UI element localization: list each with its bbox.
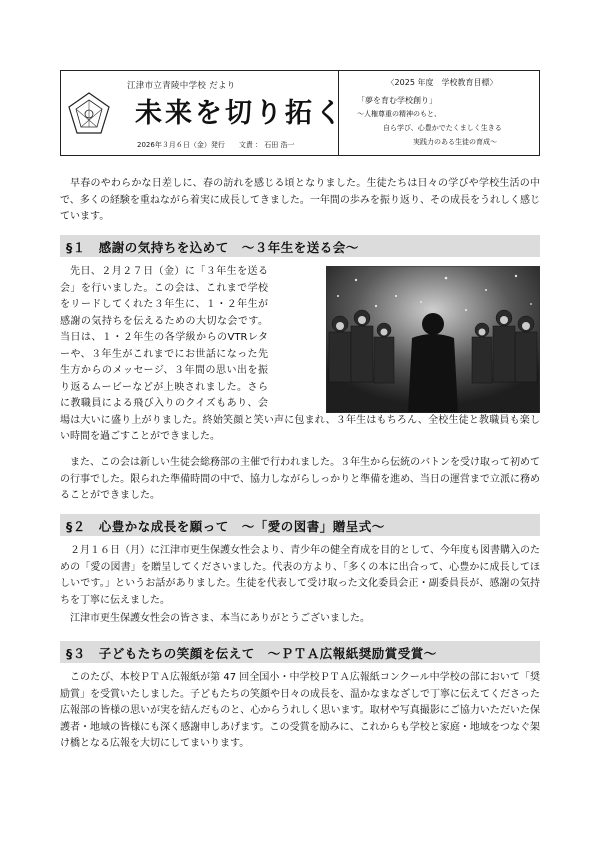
school-goal-heading: 〈2025 年度 学校教育目標〉 <box>386 78 498 87</box>
section-heading-1 <box>60 235 540 257</box>
section2-paragraph: 江津市更生保護女性会の皆さま、本当にありがとうございました。 <box>70 613 370 624</box>
photo-spacer <box>268 265 540 412</box>
school-goal-line: ～人権尊重の精神のもと、 <box>357 110 441 118</box>
section-title: §３ 子どもたちの笑顔を伝えて ～ＰＴＡ広報紙奨励賞受賞～ <box>66 646 437 661</box>
section2-paragraph: ２月１６日（月）に江津市更生保護女性会より、青少年の健全育成を目的として、今年度も図書購入のための「愛の図書」を贈呈してくださいました。代表の方より、「多くの本に出合って、心豊かに成長してほしいです。」というお話がありました。生徒を代表して受け取った文化委員会正・副委員長が、感謝の気持ちを丁寧に伝えました。 <box>60 545 540 606</box>
header-divider <box>338 71 339 155</box>
section1-paragraph-text: 先日、２月２７日（金）に「３年生を送る会」を行いました。この会は、これまで学校をリードしてくれた３年生に、１・２年生が感謝の気持ちを伝えるための大切な会です。当日は、１・２年生の各学級からのVTRレターや、３年生がこれまでにお世話になった先生方からのメッセージ、３年間の思い出を振り返るムービーなどが上映されました。さらに教職員による飛び入りのクイズもあり、会場は大いに盛り上がりました。終始笑顔と笑い声に包まれ、３年生はもちろん、全校生徒と教職員も楽しい時間を過ごすことができました。 <box>60 266 540 442</box>
section-title: §１ 感謝の気持ちを込めて ～３年生を送る会～ <box>66 240 359 255</box>
intro-paragraph: 早春のやわらかな日差しに、春の訪れを感じる頃となりました。生徒たちは日々の学びや学校生活の中で、多くの経験を重ねながら着実に成長してきました。一年間の歩みを振り返り、その成長をうれしく感じています。 <box>60 178 540 222</box>
issue-date: 2026年３月６日（金）発行 <box>137 141 225 149</box>
school-name: 江津市立青陵中学校 だより <box>127 81 236 91</box>
newsletter-header <box>60 70 540 156</box>
school-goal-line: 実践力のある生徒の育成～ <box>413 138 497 146</box>
section-heading-3 <box>60 641 540 663</box>
school-emblem-icon <box>67 91 111 135</box>
issue-line <box>137 140 295 150</box>
newsletter-title: 未来を切り拓く <box>135 98 345 129</box>
school-goal-line: 自ら学び、心豊かでたくましく生きる <box>383 124 502 132</box>
section1-paragraph <box>60 264 540 446</box>
school-motto: 「夢を育む学校創り」 <box>357 96 437 105</box>
section-title: §２ 心豊かな成長を願って ～「愛の図書」贈呈式～ <box>66 519 385 534</box>
section1-paragraph: また、この会は新しい生徒会総務部の主催で行われました。３年生から伝統のバトンを受け取って初めての行事でした。限られた準備時間の中で、協力しながらしっかりと準備を進め、当日の運営まで立派に務めることができました。 <box>60 457 540 501</box>
editor-credit: 文責 ： 石田 浩一 <box>238 141 295 149</box>
section3-paragraph: このたび、本校ＰＴＡ広報紙が第 47 回全国小・中学校ＰＴＡ広報紙コンクール中学校の部において「奨励賞」を受賞いたしました。子どもたちの笑顔や日々の成長を、温かなまなざしで丁寧に伝えてくださった広報部の皆様の思いが実を結んだものと、心からうれしく思います。取材や写真撮影にご協力いただいた保護者・地域の皆様にも深く感謝申しあげます。この受賞を励みに、これからも学校と家庭・地域をつなぐ架け橋となる広報を大切にしてまいります。 <box>60 672 540 749</box>
section-heading-2 <box>60 514 540 536</box>
